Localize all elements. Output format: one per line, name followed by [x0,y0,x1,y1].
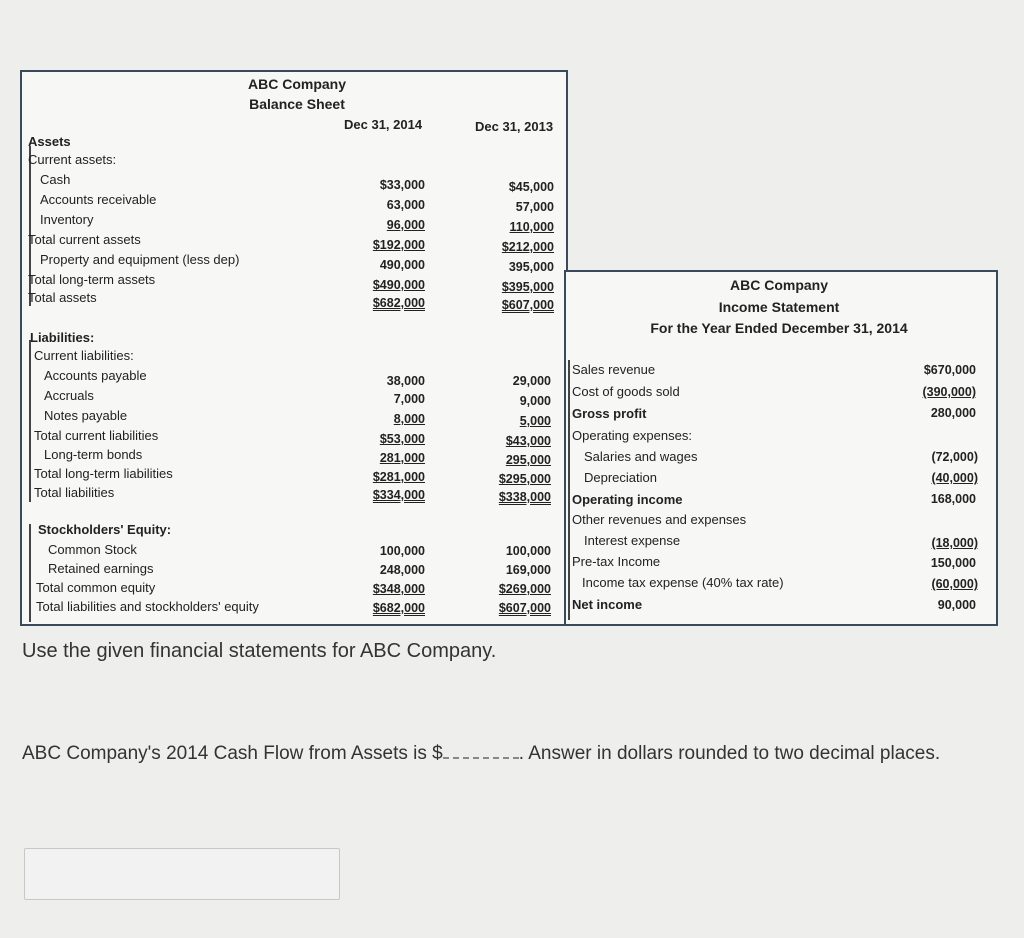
question-text [22,737,1002,771]
value-2014: $33,000 [379,178,425,192]
row-label: Net income [572,597,643,612]
balance-sheet [20,70,568,626]
row-value: 150,000 [930,556,976,570]
value-2013: $212,000 [501,240,554,254]
row-label: Cost of goods sold [572,384,680,399]
row-label: Operating expenses: [572,428,692,443]
row-label: Property and equipment (less dep) [40,252,240,267]
row-value: $670,000 [923,363,976,377]
row-label: Depreciation [584,470,657,485]
value-2013: $43,000 [505,434,551,448]
row-label: Liabilities: [30,330,95,345]
row-label: Inventory [40,212,94,227]
question-prompt: ABC Company's 2014 Cash Flow from Assets is $ [22,743,443,764]
value-2014: $682,000 [372,601,425,615]
instructions-text: Use the given financial statements for ABC Company. [22,640,497,662]
row-value: 90,000 [937,598,976,612]
row-label: Salaries and wages [584,449,698,464]
row-value: 168,000 [930,492,976,506]
value-2013: 395,000 [508,260,554,274]
value-2013: $607,000 [498,601,551,615]
value-2013: 295,000 [505,453,551,467]
value-2013: 110,000 [509,220,554,234]
row-label: Current liabilities: [34,348,134,363]
value-2013: $45,000 [508,180,554,194]
value-2013: 9,000 [519,394,551,408]
row-value: (72,000) [931,450,978,464]
row-label: Total long-term assets [28,272,156,287]
row-label: Accounts receivable [40,192,157,207]
value-2013: $338,000 [498,490,551,504]
balance-sheet-subtitle: Balance Sheet [249,96,345,112]
row-label: Pre-tax Income [572,554,661,569]
value-2014: 248,000 [379,563,425,577]
income-statement-period: For the Year Ended December 31, 2014 [650,320,908,336]
row-value: (40,000) [931,471,978,485]
value-2014: $53,000 [379,432,425,446]
row-label: Total current liabilities [34,428,159,443]
value-2014: $334,000 [372,488,425,502]
value-2013: $607,000 [501,298,554,312]
value-2014: 38,000 [386,374,425,388]
row-value: (390,000) [922,385,976,399]
row-label: Interest expense [584,533,681,548]
row-label: Gross profit [572,406,647,421]
value-2014: 63,000 [386,198,425,212]
row-label: Total common equity [36,580,156,595]
value-2014: $192,000 [372,238,425,252]
row-label: Total liabilities [34,485,115,500]
row-value: (18,000) [931,536,978,550]
row-label: Total current assets [28,232,141,247]
equity-rule [29,524,31,622]
row-label: Total assets [28,290,97,305]
row-label: Other revenues and expenses [572,512,747,527]
balance-sheet-title: ABC Company [247,76,346,92]
value-2014: 281,000 [379,451,425,465]
value-2014: $281,000 [372,470,425,484]
row-label: Long-term bonds [44,447,143,462]
value-2013: $395,000 [501,280,554,294]
income-statement-title: ABC Company [729,277,828,293]
row-label: Assets [28,134,71,149]
question-suffix: . Answer in dollars rounded to two decimal places. [518,743,941,764]
row-label: Total liabilities and stockholders' equity [36,599,259,614]
row-label: Accruals [44,388,94,403]
value-2014: 100,000 [379,544,425,558]
row-value: (60,000) [931,577,978,591]
liabilities-rule [29,340,31,502]
value-2014: 490,000 [379,258,425,272]
value-2013: 5,000 [519,414,551,428]
value-2014: $490,000 [372,278,425,292]
income-statement-subtitle: Income Statement [718,299,840,315]
value-2014: 7,000 [393,392,425,406]
income-statement [564,270,998,626]
row-label: Stockholders' Equity: [38,522,172,537]
value-2013: 57,000 [515,200,554,214]
row-label: Current assets: [28,152,117,167]
row-label: Retained earnings [48,561,154,576]
row-label: Accounts payable [44,368,147,383]
value-2013: $269,000 [498,582,551,596]
row-label: Income tax expense (40% tax rate) [582,575,784,590]
row-label: Operating income [572,492,683,507]
value-2014: 8,000 [393,412,425,426]
value-2014: 96,000 [386,218,425,232]
value-2013: 100,000 [505,544,551,558]
value-2014: $682,000 [372,296,425,310]
row-label: Common Stock [48,542,137,557]
row-label: Sales revenue [572,362,656,377]
column-header-2014: Dec 31, 2014 [344,117,423,132]
column-header-2013: Dec 31, 2013 [475,119,554,134]
row-label: Total long-term liabilities [34,466,173,481]
answer-blank [443,743,519,759]
row-label: Notes payable [44,408,128,423]
answer-input[interactable] [24,848,340,900]
value-2013: 169,000 [505,563,551,577]
row-label: Cash [40,172,71,187]
value-2014: $348,000 [372,582,425,596]
row-value: 280,000 [930,406,976,420]
value-2013: $295,000 [498,472,551,486]
value-2013: 29,000 [512,374,551,388]
income-rule [568,360,570,620]
